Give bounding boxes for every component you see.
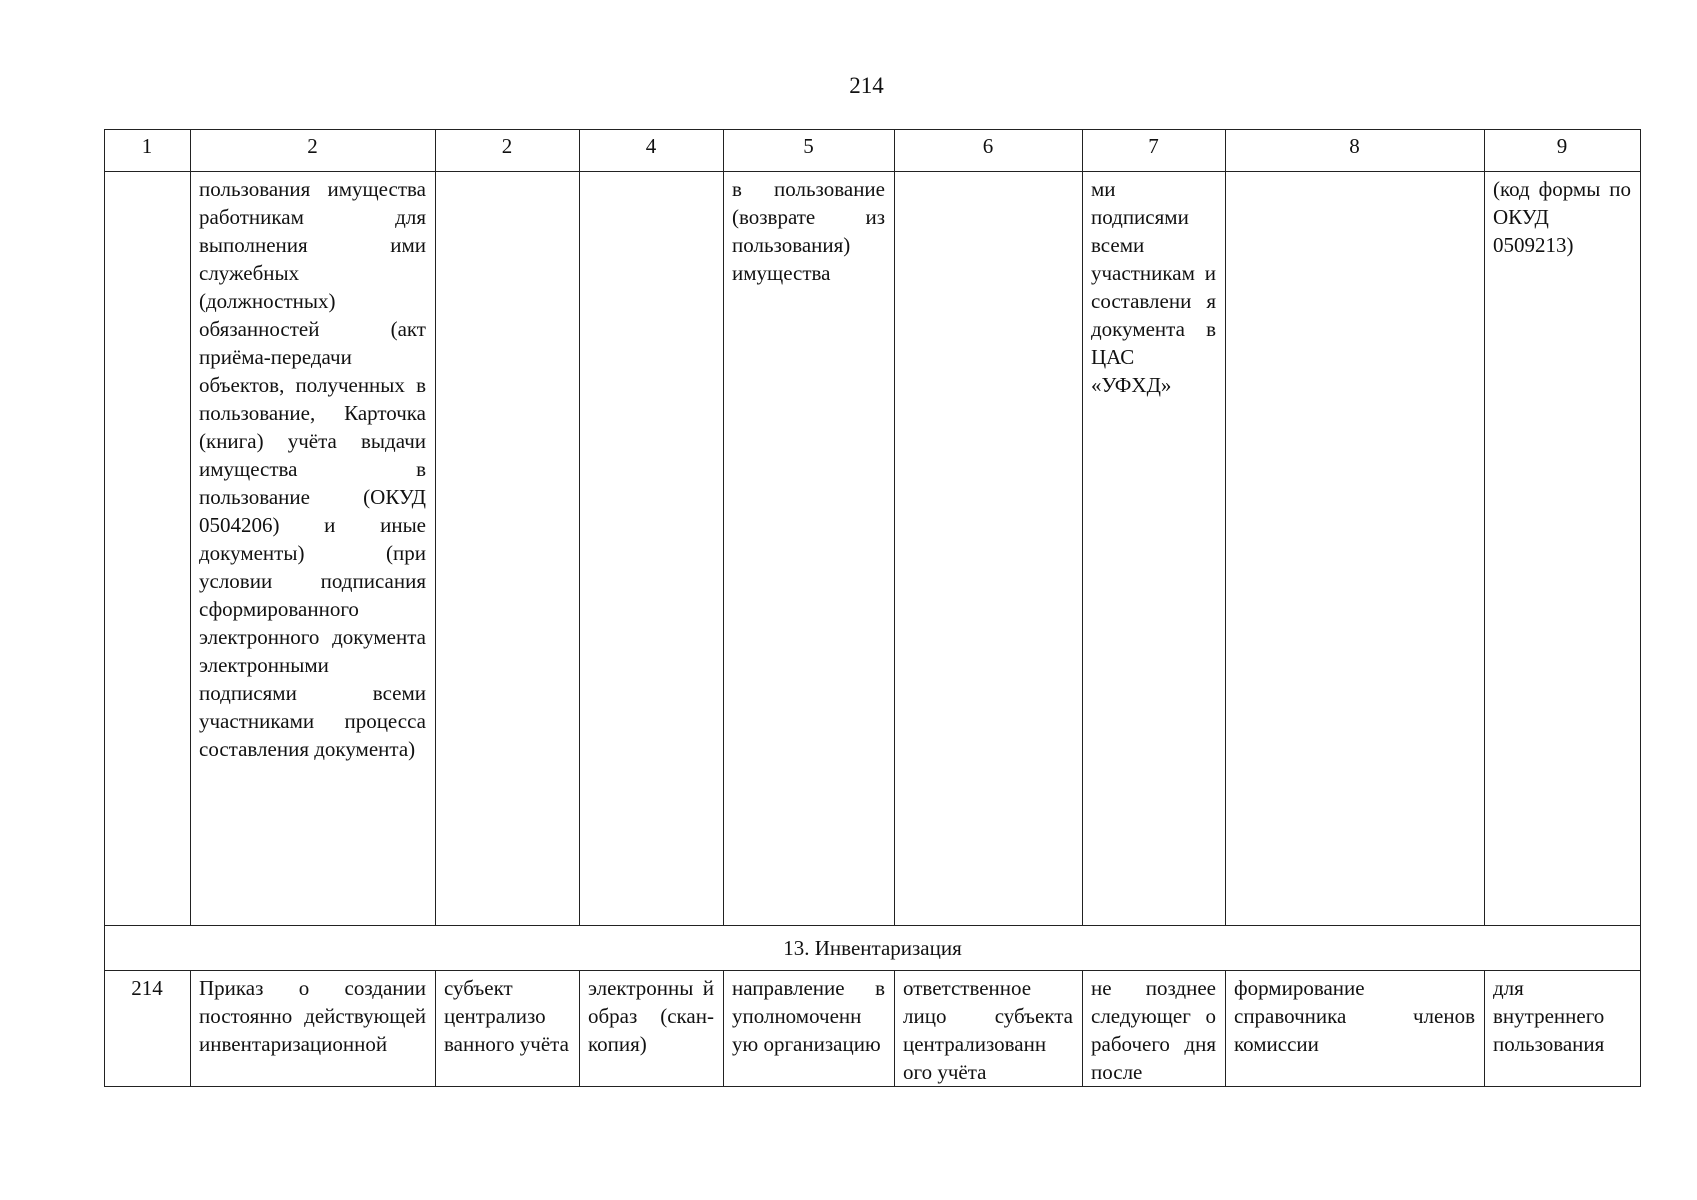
cell-deadline: не позднее следующег о рабочего дня после [1083, 971, 1226, 1087]
cell-action: направление в уполномоченн ую организацию [724, 971, 895, 1087]
cell-process [1226, 172, 1485, 926]
header-cell-col-5: 5 [724, 130, 895, 172]
header-cell-col-8: 8 [1226, 130, 1485, 172]
header-cell-col-3: 2 [436, 130, 580, 172]
header-cell-col-4: 4 [580, 130, 724, 172]
cell-process: формирование справочника членов комиссии [1226, 971, 1485, 1087]
cell-deadline: ми подписями всеми участникам и составлени я документа в ЦАС «УФХД» [1083, 172, 1226, 926]
cell-note: для внутреннего пользования [1485, 971, 1641, 1087]
cell-creator: субъект централизо ванного учёта [436, 971, 580, 1087]
cell-document-name: Приказ о создании постоянно действующей инвентаризационной [191, 971, 436, 1087]
cell-row-number: 214 [105, 971, 191, 1087]
header-cell-col-7: 7 [1083, 130, 1226, 172]
cell-row-number [105, 172, 191, 926]
section-heading-row [105, 926, 1641, 971]
cell-document-form: электронны й образ (скан- копия) [580, 971, 724, 1087]
cell-document-name: пользования имущества работникам для выполнения ими служебных (должностных) обязанностей (акт приёма-передачи объектов, полученных в пользование, Карточка (книга) учёта выдачи имущества в пользование (ОКУД 0504206) и иные документы) (при условии подписания сформированного электронного документа электронными подписями всеми участниками процесса составления документа) [191, 172, 436, 926]
header-cell-col-1: 1 [105, 130, 191, 172]
continued-table-row [105, 172, 1641, 926]
page-number: 214 [849, 73, 884, 98]
cell-creator [436, 172, 580, 926]
header-cell-col-2: 2 [191, 130, 436, 172]
document-table [104, 129, 1641, 1087]
header-cell-col-6: 6 [895, 130, 1083, 172]
cell-responsible [895, 172, 1083, 926]
table-row [105, 971, 1641, 1087]
cell-document-form [580, 172, 724, 926]
cell-responsible: ответственное лицо субъекта централизованн ого учёта [895, 971, 1083, 1087]
cell-note: (код формы по ОКУД 0509213) [1485, 172, 1641, 926]
cell-action: в пользование (возврате из пользования) имущества [724, 172, 895, 926]
header-cell-col-9: 9 [1485, 130, 1641, 172]
section-title: 13. Инвентаризация [105, 926, 1641, 971]
column-number-header-row [105, 130, 1641, 172]
